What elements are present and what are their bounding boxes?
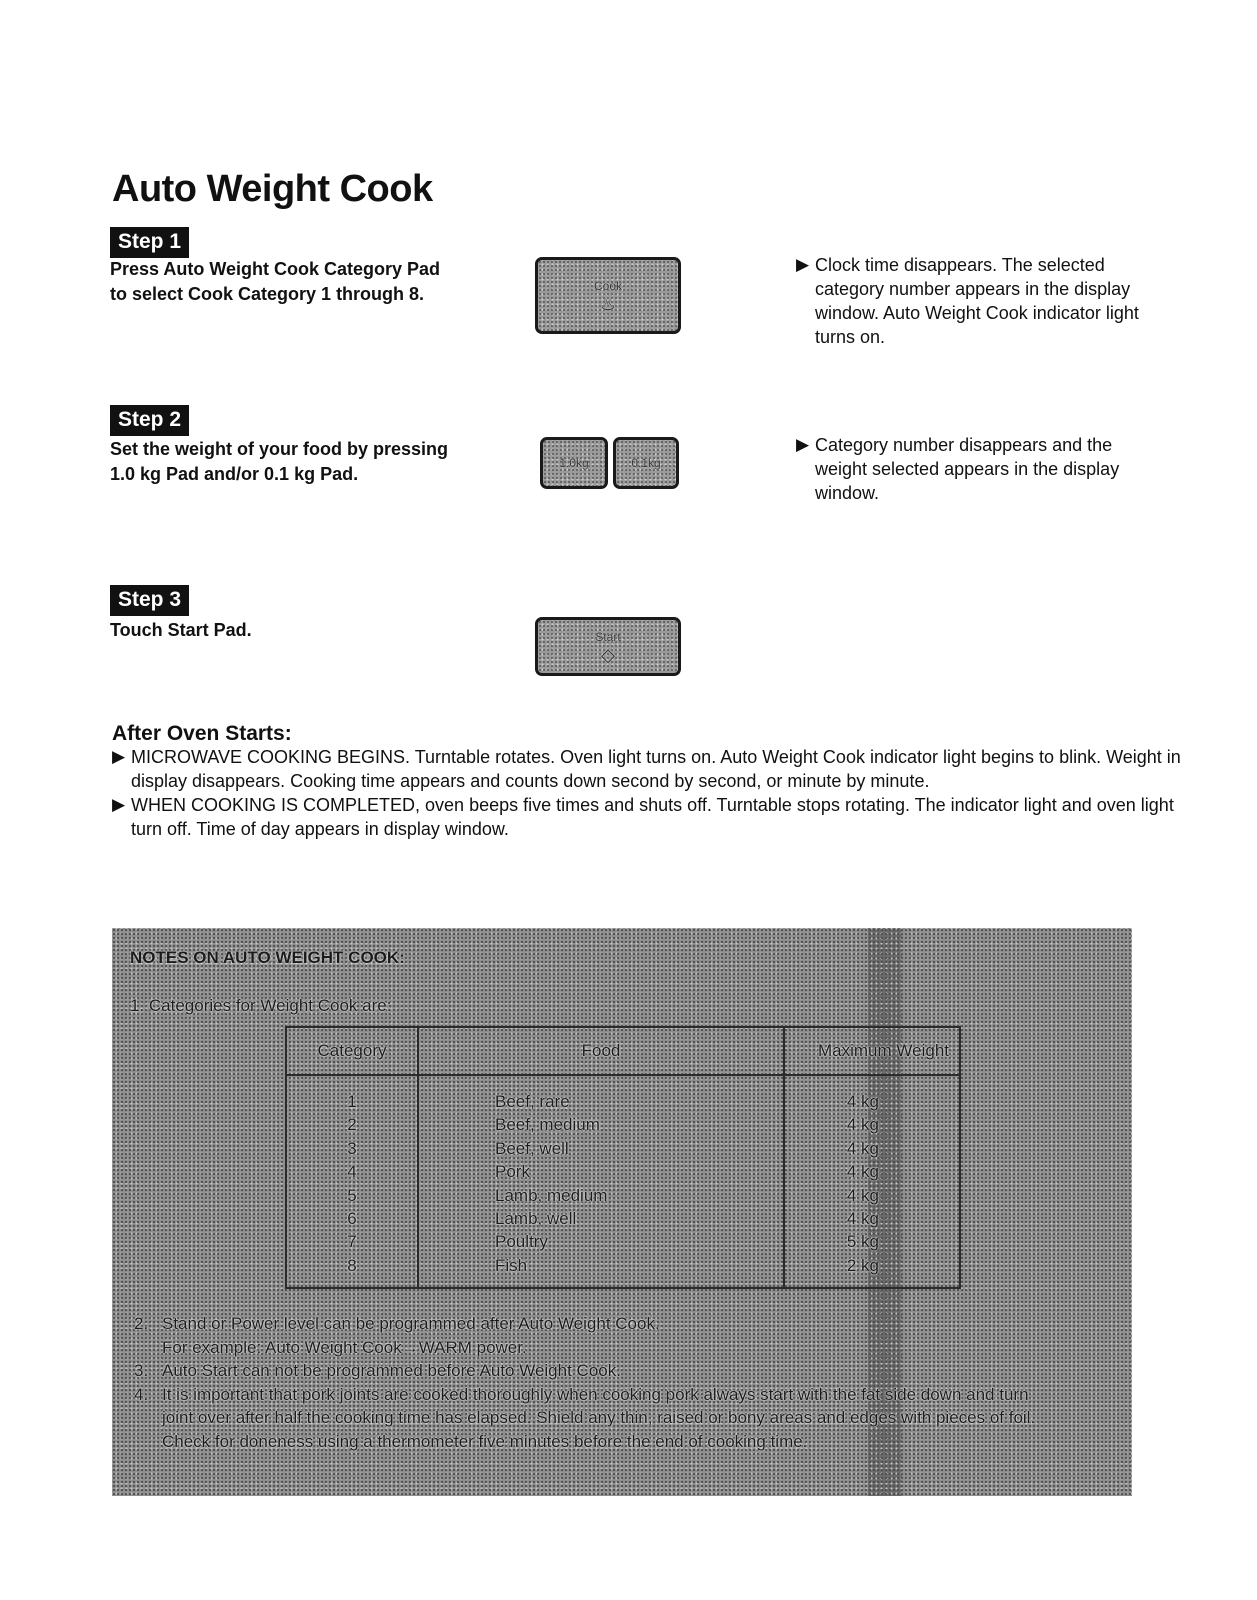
notes-intro: 1. Categories for Weight Cook are: <box>130 996 392 1015</box>
cell-food: Fish <box>418 1254 784 1288</box>
point-one-kg-pad[interactable] <box>613 437 679 489</box>
step-2-note: ▶ Category number disappears and the weight selected appears in the display window. <box>796 435 1120 503</box>
step-1-instruction: Press Auto Weight Cook Category Pad to select Cook Category 1 through 8. <box>110 259 441 304</box>
cell-food: Beef, well <box>418 1137 784 1160</box>
arrow-right-icon: ▶ <box>796 435 810 454</box>
table-row <box>286 1207 960 1230</box>
cell-food: Poultry <box>418 1230 784 1253</box>
header-maximum-weight: Maximum Weight <box>784 1027 960 1075</box>
step-1-badge: Step 1 <box>110 227 189 258</box>
one-kg-pad[interactable] <box>540 437 608 489</box>
step-2-badge: Step 2 <box>110 405 189 436</box>
note-item: 4. It is important that pork joints are cooked thoroughly when cooking pork always start with the fat side down and turn joint over after half the cooking time has elapsed. Shield any thin, raised or bony areas and edges with pieces of foil. Check for doneness using a thermometer five minutes before the end of cooking time. <box>134 1384 1036 1451</box>
cell-category: 5 <box>286 1184 418 1207</box>
one-kg-pad-label: 1.0kg <box>559 456 589 470</box>
cell-category: 3 <box>286 1137 418 1160</box>
table-row <box>286 1160 960 1183</box>
cell-category: 7 <box>286 1230 418 1253</box>
cell-food: Lamb, well <box>418 1207 784 1230</box>
table-row <box>286 1075 960 1113</box>
table-header-row <box>286 1027 960 1075</box>
cell-category: 4 <box>286 1160 418 1183</box>
cell-food: Lamb, medium <box>418 1184 784 1207</box>
note-item: For example: Auto Weight Cook→WARM power. <box>162 1337 527 1357</box>
cell-max-weight: 4 kg <box>846 1185 879 1205</box>
note-item: 2. Stand or Power level can be programmed after Auto Weight Cook. <box>134 1314 660 1333</box>
cell-max-weight: 2 kg <box>846 1255 879 1275</box>
cell-category: 1 <box>286 1075 418 1113</box>
cell-max-weight: 4 kg <box>846 1138 879 1158</box>
header-food: Food <box>418 1027 784 1075</box>
cell-food: Pork <box>418 1160 784 1183</box>
start-pad-label: Start <box>595 629 621 644</box>
after-item: ▶ WHEN COOKING IS COMPLETED, oven beeps five times and shuts off. Turntable stops rotating. The indicator light and oven light turn off. Time of day appears in display window. <box>112 795 1174 839</box>
table-row <box>286 1184 960 1207</box>
step-3-instruction: Touch Start Pad. <box>110 620 252 640</box>
cell-category: 8 <box>286 1254 418 1288</box>
cell-max-weight: 5 kg <box>846 1232 879 1252</box>
table-row <box>286 1254 960 1288</box>
start-diamond-icon: ◇ <box>601 644 615 665</box>
pot-icon: ♨ <box>599 293 617 314</box>
notes-box <box>112 928 1132 1496</box>
table-row <box>286 1230 960 1253</box>
note-item: 3. Auto Start can not be programmed before Auto Weight Cook. <box>134 1361 621 1380</box>
header-category: Category <box>286 1027 418 1075</box>
cell-category: 2 <box>286 1113 418 1136</box>
auto-weight-cook-category-pad[interactable] <box>535 257 681 334</box>
step-3-badge: Step 3 <box>110 585 189 616</box>
cook-pad-label: Cook <box>593 278 622 293</box>
cell-food: Beef, rare <box>418 1075 784 1113</box>
table-row <box>286 1137 960 1160</box>
cell-category: 6 <box>286 1207 418 1230</box>
table-row <box>286 1113 960 1136</box>
cell-max-weight: 4 kg <box>846 1209 879 1229</box>
notes-list <box>134 1312 1064 1453</box>
after-oven-starts-list <box>112 745 1182 841</box>
cell-max-weight: 4 kg <box>846 1092 879 1111</box>
arrow-right-icon: ▶ <box>112 747 126 766</box>
arrow-right-icon: ▶ <box>112 795 126 814</box>
after-oven-starts-heading: After Oven Starts: <box>112 722 292 745</box>
start-pad[interactable] <box>535 617 681 676</box>
step-2-instruction: Set the weight of your food by pressing 1.0 kg Pad and/or 0.1 kg Pad. <box>110 439 449 484</box>
step-1-note: ▶ Clock time disappears. The selected category number appears in the display window. Auto Weight Cook indicator light turns on. <box>796 255 1139 347</box>
page-title: Auto Weight Cook <box>112 168 433 210</box>
after-item: ▶ MICROWAVE COOKING BEGINS. Turntable rotates. Oven light turns on. Auto Weight Cook indicator light begins to blink. Weight in display disappears. Cooking time appears and counts down second by second, or minute by minute. <box>112 747 1181 791</box>
notes-title: NOTES ON AUTO WEIGHT COOK: <box>130 948 405 967</box>
cell-max-weight: 4 kg <box>846 1115 879 1135</box>
arrow-right-icon: ▶ <box>796 255 810 274</box>
cell-max-weight: 4 kg <box>846 1162 879 1182</box>
cell-food: Beef, medium <box>418 1113 784 1136</box>
point-one-kg-pad-label: 0.1kg <box>631 456 661 470</box>
categories-table <box>285 1026 961 1289</box>
